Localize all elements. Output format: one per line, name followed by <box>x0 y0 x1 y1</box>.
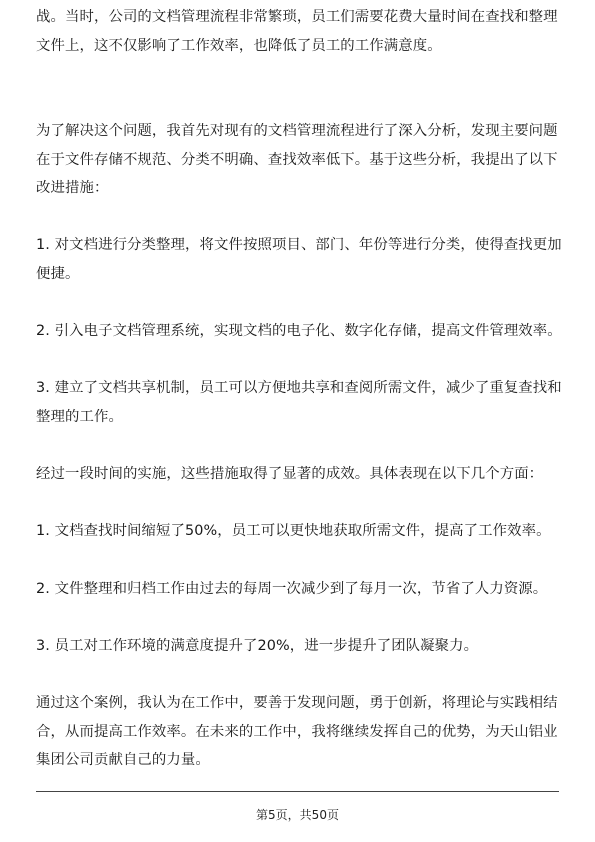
paragraph-conclusion <box>36 689 558 775</box>
paragraph-intro-continued <box>36 3 558 60</box>
text-line: 1. 对文档进行分类整理，将文件按照项目、部门、年份等进行分类，使得查找更加 <box>36 237 562 253</box>
text-line: 3. 建立了文档共享机制，员工可以方便地共享和查阅所需文件，减少了重复查找和 <box>36 380 562 396</box>
text-line: 1. 文档查找时间缩短了50%，员工可以更快地获取所需文件，提高了工作效率。 <box>36 523 551 539</box>
list-item-measure-3 <box>36 374 562 431</box>
text-line: 集团公司贡献自己的力量。 <box>36 752 210 768</box>
list-item-result-3 <box>36 632 478 661</box>
paragraph-analysis <box>36 117 558 203</box>
text-line: 合，从而提高工作效率。在未来的工作中，我将继续发挥自己的优势，为天山铝业 <box>36 723 558 740</box>
text-line: 通过这个案例，我认为在工作中，要善于发现问题，勇于创新，将理论与实践相结 <box>36 695 558 711</box>
paragraph-results-intro <box>36 460 543 489</box>
footer-divider <box>36 791 559 792</box>
text-line: 在于文件存储不规范、分类不明确、查找效率低下。基于这些分析，我提出了以下 <box>36 151 558 168</box>
text-line: 2. 文件整理和归档工作由过去的每周一次减少到了每月一次，节省了人力资源。 <box>36 581 548 597</box>
text-line: 3. 员工对工作环境的满意度提升了20%，进一步提升了团队凝聚力。 <box>36 638 479 654</box>
text-line: 经过一段时间的实施，这些措施取得了显著的成效。具体表现在以下几个方面： <box>36 466 544 482</box>
text-line: 2. 引入电子文档管理系统，实现文档的电子化、数字化存储，提高文件管理效率。 <box>36 323 562 339</box>
text-line: 便捷。 <box>36 265 80 282</box>
page-number: 第5页，共50页 <box>256 808 339 822</box>
list-item-result-1 <box>36 517 551 546</box>
text-line: 战。当时，公司的文档管理流程非常繁琐，员工们需要花费大量时间在查找和整理 <box>36 9 558 25</box>
list-item-result-2 <box>36 575 547 604</box>
list-item-measure-2 <box>36 317 562 346</box>
text-line: 文件上，这不仅影响了工作效率，也降低了员工的工作满意度。 <box>36 37 442 54</box>
text-line: 为了解决这个问题，我首先对现有的文档管理流程进行了深入分析，发现主要问题 <box>36 123 558 139</box>
text-line: 改进措施： <box>36 180 109 196</box>
text-line: 整理的工作。 <box>36 408 123 425</box>
list-item-measure-1 <box>36 231 562 288</box>
